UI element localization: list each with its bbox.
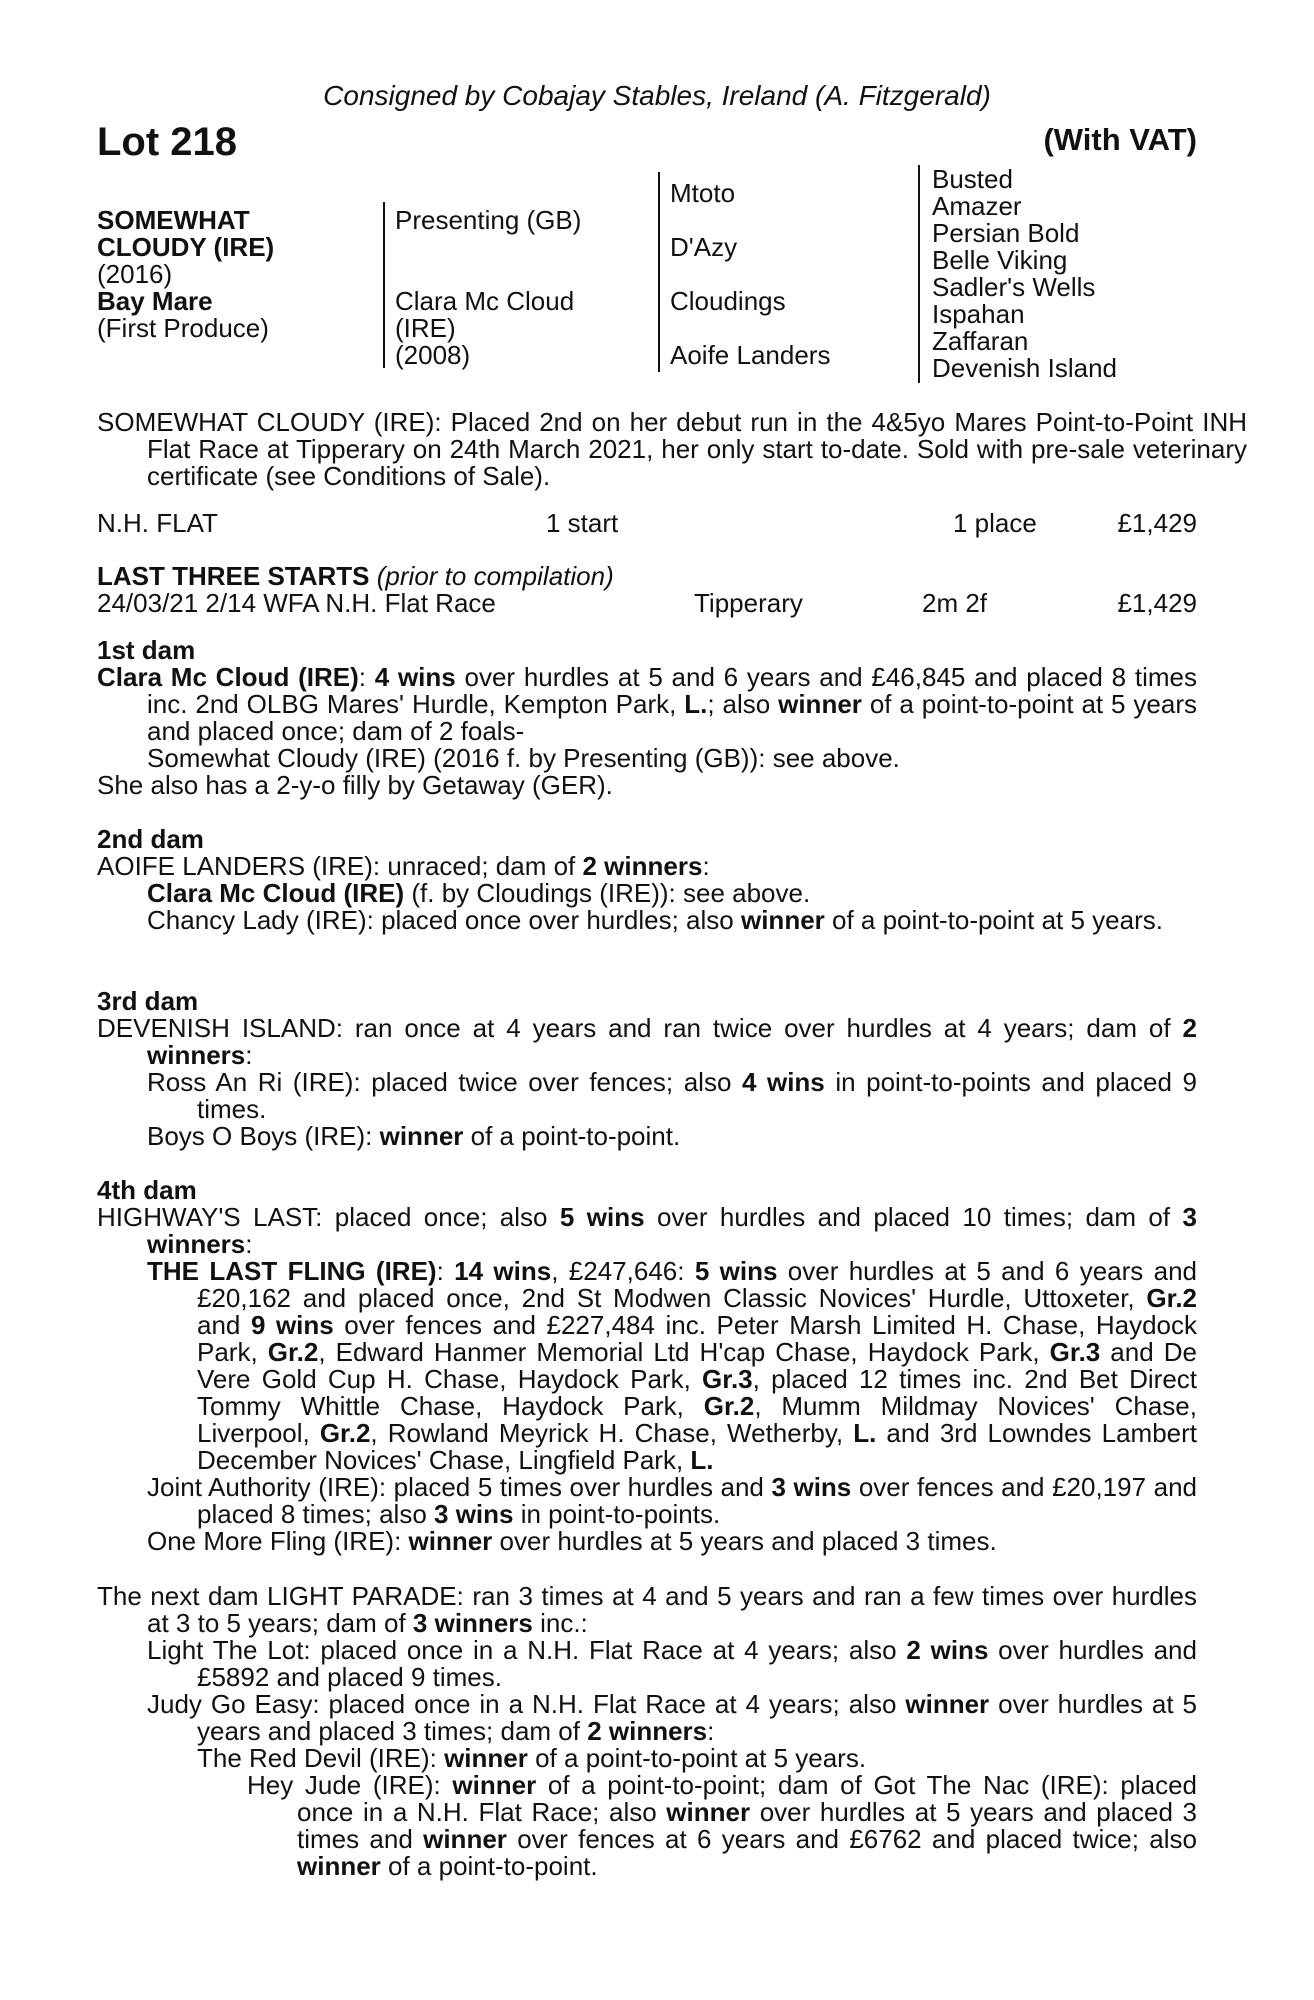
text: : <box>702 851 710 881</box>
text-bold: 2 winners <box>582 851 703 881</box>
text-bold: winner <box>778 689 862 719</box>
text: over hurdles and £5892 and placed 9 times. <box>197 1635 1197 1692</box>
text: Hey Jude (IRE): <box>247 1770 453 1800</box>
third-dam-record <box>97 1015 1197 1069</box>
gen3-7: Zaffaran <box>932 326 1029 356</box>
text: The next dam LIGHT PARADE: ran 3 times at 4 and 5 years and ran a few times over hurdles at 3 to 5 years; dam of <box>97 1581 1197 1638</box>
pedigree-divider-3 <box>918 165 920 383</box>
text: over hurdles at 5 and 6 years and £20,162 and placed once, 2nd St Modwen Classic Novices' Hurdle, Uttoxeter, <box>197 1256 1197 1313</box>
produce-entry <box>97 1637 1197 1691</box>
fourth-dam-section <box>97 1177 1197 1555</box>
pedigree-divider-2 <box>658 172 660 372</box>
horse-sex: Bay Mare <box>97 286 213 316</box>
second-dam-section <box>97 826 1197 934</box>
gen3-6: Ispahan <box>932 299 1025 329</box>
text: of a point-to-point. <box>463 1121 681 1151</box>
text: over hurdles at 5 years and placed 3 times and <box>297 1797 1197 1854</box>
text-bold: L. <box>690 1445 714 1475</box>
grandsire-sire: Mtoto <box>670 178 736 208</box>
horse-summary: SOMEWHAT CLOUDY (IRE): Placed 2nd on her debut run in the 4&5yo Mares Point-to-Point INH Flat Race at Tipperary on 24th March 2021, her only start to-date. Sold with pre-sale veterinary certificate (see Conditions of Sale). <box>97 407 1247 491</box>
text: over hurdles at 5 and 6 years and £46,845 and placed 8 times inc. 2nd OLBG Mares' Hurdle, Kempton Park, <box>147 662 1197 719</box>
granddam-dam: Aoife Landers <box>670 340 831 370</box>
horse-year: (2016) <box>97 259 173 289</box>
text: , £247,646: <box>551 1256 695 1286</box>
text: of a point-to-point at 5 years and placed once; dam of 2 foals- <box>147 689 1198 746</box>
text: of a point-to-point. <box>380 1851 598 1881</box>
race-record <box>97 510 1197 538</box>
text: Ross An Ri (IRE): placed twice over fences; also <box>147 1067 742 1097</box>
text: One More Fling (IRE): <box>147 1526 409 1556</box>
text-bold: Gr.2 <box>319 1418 371 1448</box>
text: over hurdles at 5 years and placed 3 times; dam of <box>197 1689 1198 1746</box>
produce-name: THE LAST FLING (IRE) <box>147 1256 437 1286</box>
vat-note: (With VAT) <box>1043 122 1197 157</box>
gen3-8: Devenish Island <box>932 353 1117 383</box>
produce-entry <box>97 907 1197 934</box>
last-start-row <box>97 590 1197 618</box>
text: , Edward Hanmer Memorial Ltd H'cap Chase, Haydock Park, <box>318 1337 1050 1367</box>
text-bold: 14 wins <box>454 1256 552 1286</box>
lot-number: Lot 218 <box>97 120 238 164</box>
text-bold: L. <box>853 1418 877 1448</box>
text: DEVENISH ISLAND: ran once at 4 years and ran twice over hurdles at 4 years; dam of <box>97 1013 1183 1043</box>
text-bold: 5 wins <box>559 1202 645 1232</box>
produce-name: Clara Mc Cloud (IRE) <box>147 878 405 908</box>
produce-entry <box>97 1258 1197 1474</box>
text-bold: 5 wins <box>694 1256 778 1286</box>
horse-produce-note: (First Produce) <box>97 313 269 343</box>
next-dam-section <box>97 1583 1197 1880</box>
text-bold: winner <box>379 1121 464 1151</box>
grandsire-dam: Cloudings <box>670 286 786 316</box>
produce-entry <box>97 1691 1197 1745</box>
text-bold: winner <box>423 1824 507 1854</box>
dam-name-line1: Clara Mc Cloud <box>395 286 575 316</box>
text: : <box>436 1256 455 1286</box>
text: : <box>358 662 375 692</box>
dam-name: Clara Mc Cloud (IRE) <box>97 662 359 692</box>
text: and <box>197 1310 251 1340</box>
gen3-2: Amazer <box>932 191 1022 221</box>
text: Chancy Lady (IRE): placed once over hurdles; also <box>147 905 741 935</box>
produce-entry <box>97 880 1197 907</box>
text: : <box>245 1229 253 1259</box>
produce-entry <box>97 1474 1197 1528</box>
text-bold: 3 wins <box>771 1472 852 1502</box>
dam-name-line2: (IRE) <box>395 313 456 343</box>
text-bold: Gr.2 <box>267 1337 319 1367</box>
text: Judy Go Easy: placed once in a N.H. Flat Race at 4 years; also <box>147 1689 906 1719</box>
gen3-3: Persian Bold <box>932 218 1080 248</box>
last-three-title: LAST THREE STARTS <box>97 561 370 591</box>
produce-entry <box>97 1528 1197 1555</box>
text: Light The Lot: placed once in a N.H. Flat Race at 4 years; also <box>147 1635 907 1665</box>
dam-name-line3: (2008) <box>395 340 471 370</box>
record-starts: 1 start <box>546 508 619 538</box>
text-bold: winner <box>452 1770 537 1800</box>
text-bold: Gr.3 <box>702 1364 753 1394</box>
text-bold: L. <box>684 689 708 719</box>
text: of a point-to-point; dam of Got The Nac (IRE): placed once in a N.H. Flat Race; also <box>297 1770 1197 1827</box>
last-start-prize: £1,429 <box>1117 588 1197 618</box>
text-bold: winner <box>444 1743 528 1773</box>
produce-entry <box>97 1069 1197 1123</box>
produce-entry <box>97 1123 1197 1150</box>
text: in point-to-points and placed 9 times. <box>197 1067 1197 1124</box>
text-bold: 3 winners <box>147 1202 1197 1259</box>
text-bold: winner <box>666 1797 751 1827</box>
text: , placed 12 times inc. 2nd Bet Direct Tommy Whittle Chase, Haydock Park, <box>197 1364 1198 1421</box>
text-bold: 4 wins <box>374 662 456 692</box>
text-bold: 2 winners <box>147 1013 1197 1070</box>
text-bold: 3 winners <box>412 1608 533 1638</box>
third-dam-section <box>97 988 1197 1150</box>
produce-entry <box>97 1745 1197 1772</box>
text-bold: winner <box>297 1851 381 1881</box>
horse-name-line1: SOMEWHAT <box>97 205 250 235</box>
next-dam-record <box>97 1583 1197 1637</box>
text: over fences and £20,197 and placed 8 times; also <box>197 1472 1197 1529</box>
record-places: 1 place <box>953 508 1037 538</box>
produce-note: She also has a 2-y-o filly by Getaway (GER). <box>97 770 613 800</box>
text-bold: 2 winners <box>587 1716 708 1746</box>
text: : <box>707 1716 715 1746</box>
text: over fences at 6 years and £6762 and placed twice; also <box>506 1824 1197 1854</box>
text: inc.: <box>532 1608 588 1638</box>
gen3-4: Belle Viking <box>932 245 1068 275</box>
text: Joint Authority (IRE): placed 5 times over hurdles and <box>147 1472 772 1502</box>
text: and 3rd Lowndes Lambert December Novices' Chase, Lingfield Park, <box>197 1418 1198 1475</box>
text-bold: Gr.2 <box>1146 1283 1197 1313</box>
text-bold: 4 wins <box>741 1067 825 1097</box>
text: over fences and £227,484 inc. Peter Marsh Limited H. Chase, Haydock Park, <box>197 1310 1198 1367</box>
first-dam-record <box>97 664 1197 745</box>
last-three-heading <box>97 563 1197 590</box>
third-dam-heading: 3rd dam <box>97 986 199 1016</box>
text-bold: 2 wins <box>906 1635 989 1665</box>
produce-entry: Somewhat Cloudy (IRE) (2016 f. by Presenting (GB)): see above. <box>147 743 900 773</box>
text: : <box>245 1040 253 1070</box>
text-bold: Gr.2 <box>703 1391 755 1421</box>
second-dam-heading: 2nd dam <box>97 824 204 854</box>
record-type: N.H. FLAT <box>97 508 218 538</box>
text: AOIFE LANDERS (IRE): unraced; dam of <box>97 851 583 881</box>
text: of a point-to-point at 5 years. <box>824 905 1163 935</box>
text: and De Vere Gold Cup H. Chase, Haydock Park, <box>197 1337 1197 1394</box>
text: (f. by Cloudings (IRE)): see above. <box>404 878 811 908</box>
granddam-sire: D'Azy <box>670 232 738 262</box>
text: over hurdles and placed 10 times; dam of <box>644 1202 1183 1232</box>
first-dam-heading: 1st dam <box>97 635 196 665</box>
last-start-distance: 2m 2f <box>922 588 988 618</box>
text: Boys O Boys (IRE): <box>147 1121 380 1151</box>
record-prize: £1,429 <box>1117 508 1197 538</box>
text-bold: winner <box>905 1689 990 1719</box>
text: ; also <box>707 689 779 719</box>
text: of a point-to-point at 5 years. <box>527 1743 867 1773</box>
text-bold: 3 wins <box>434 1499 514 1529</box>
text: in point-to-points. <box>513 1499 721 1529</box>
horse-name-line2: CLOUDY (IRE) <box>97 232 275 262</box>
pedigree-divider-1 <box>383 202 385 368</box>
gen3-5: Sadler's Wells <box>932 272 1096 302</box>
second-dam-record <box>97 853 1197 880</box>
text: The Red Devil (IRE): <box>197 1743 445 1773</box>
text: HIGHWAY'S LAST: placed once; also <box>97 1202 560 1232</box>
sire-name: Presenting (GB) <box>395 205 582 235</box>
text-bold: winner <box>408 1526 493 1556</box>
text-bold: winner <box>740 905 825 935</box>
last-start-venue: Tipperary <box>694 588 803 618</box>
text-bold: 9 wins <box>250 1310 334 1340</box>
text: over hurdles at 5 years and placed 3 times. <box>492 1526 997 1556</box>
fourth-dam-record <box>97 1204 1197 1258</box>
fourth-dam-heading: 4th dam <box>97 1175 197 1205</box>
last-start-race: 24/03/21 2/14 WFA N.H. Flat Race <box>97 588 496 618</box>
first-dam-section <box>97 637 1197 799</box>
last-three-note: (prior to compilation) <box>376 561 614 591</box>
consignor-line: Consigned by Cobajay Stables, Ireland (A. Fitzgerald) <box>323 80 991 111</box>
text: , Rowland Meyrick H. Chase, Wetherby, <box>370 1418 854 1448</box>
gen3-1: Busted <box>932 164 1013 194</box>
text-bold: Gr.3 <box>1049 1337 1101 1367</box>
produce-entry <box>97 1772 1197 1880</box>
text: , Mumm Mildmay Novices' Chase, Liverpool, <box>197 1391 1197 1448</box>
